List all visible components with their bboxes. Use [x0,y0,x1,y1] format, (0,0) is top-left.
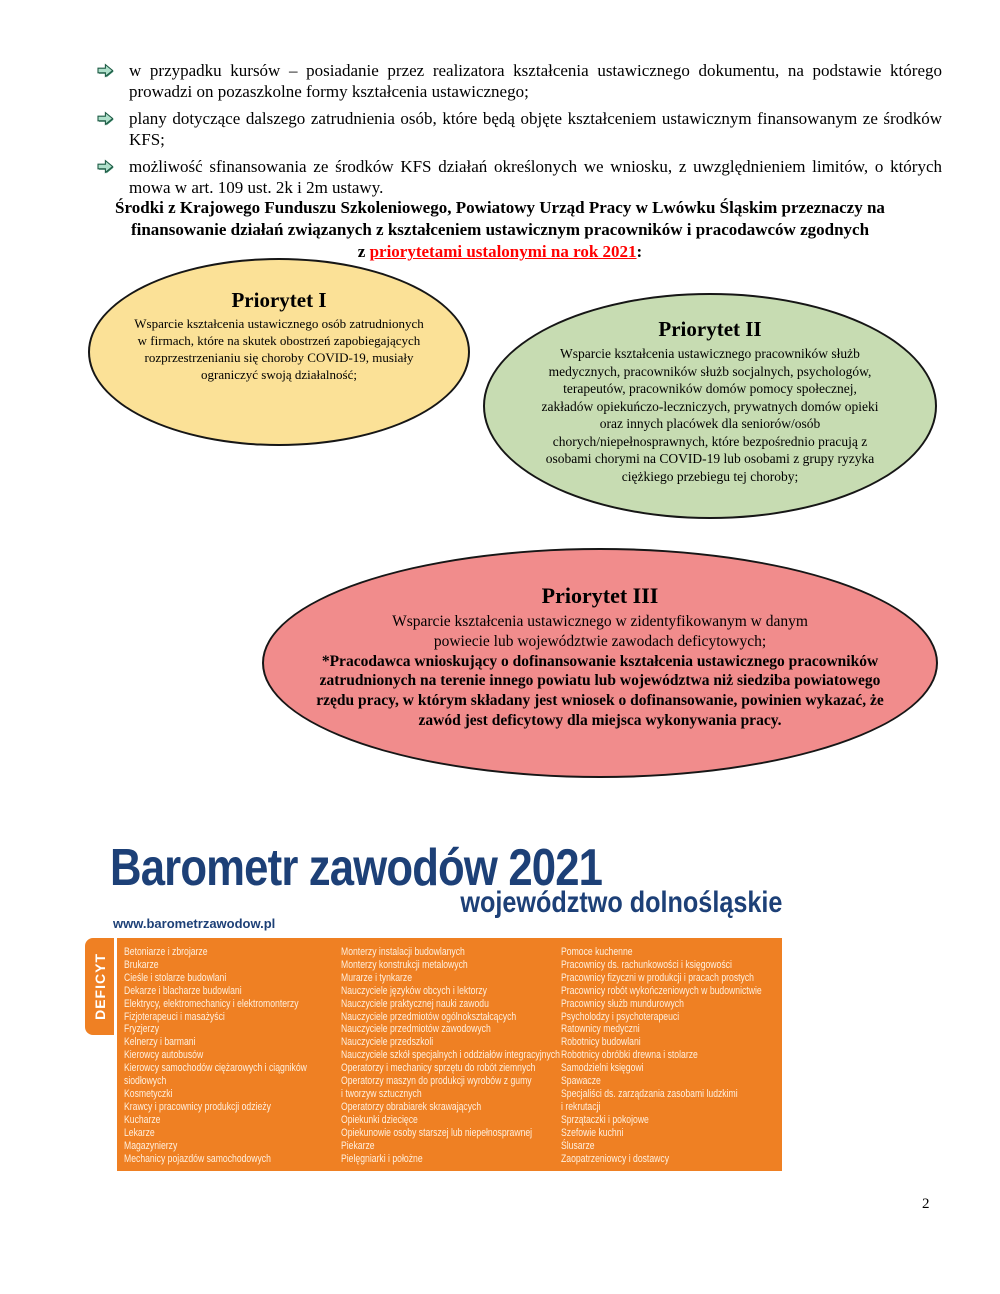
barometer-url: www.barometrzawodow.pl [113,916,276,931]
bullet-item [96,108,942,151]
deficit-table [85,938,782,1171]
occupation-line: Kierowcy samochodów ciężarowych i ciągników [124,1062,307,1075]
occupation-line: Ślusarze [561,1139,595,1152]
occupation-line: siodłowych [124,1075,167,1088]
green-arrow-icon [96,108,116,151]
deficit-category-label: DEFICYT [91,953,108,1020]
occupation-line: Ratownicy medyczni [561,1023,640,1036]
occupation-line: i tworzyw sztucznych [341,1087,422,1100]
deficit-column-1 [124,946,307,1165]
page-number: 2 [922,1196,930,1212]
occupation-line: Psycholodzy i psychoterapeuci [561,1010,680,1023]
priority-3-text: Wsparcie kształcenia ustawicznego w zidentyfikowanym w danym powiecie lub województwie zawodach deficytowych; [392,613,808,650]
bullet-item [96,60,942,103]
priorities-2021-link[interactable]: priorytetami ustalonymi na rok 2021 [369,242,637,262]
occupation-line: Opiekunowie osoby starszej lub niepełnosprawnej [341,1126,533,1139]
occupation-line: Betoniarze i zbrojarze [124,946,208,958]
priority-3-bold-note: *Pracodawca wnioskujący o dofinansowanie kształcenia ustawicznego pracowników zatrudnionych na terenie innego powiatu lub województwa niż siedziba powiatowego rzędu pracy, w którym składany jest wniosek o dofinansowanie, powinien wykazać, że zawód jest deficytowy dla miejsca wykonywania pracy. [316,652,884,730]
occupation-line: Operatorzy obrabiarek skrawających [341,1100,482,1113]
occupation-line: Magazynierzy [124,1139,178,1152]
occupation-line: Zaopatrzeniowcy i dostawcy [561,1152,670,1165]
occupation-line: Monterzy konstrukcji metalowych [341,958,468,971]
occupation-line: Opiekunki dziecięce [341,1113,418,1126]
occupation-line: Fryzjerzy [124,1023,160,1036]
intro-line: finansowanie działań związanych z kształceniem ustawicznym pracowników i pracodawców zgodnych [130,220,870,240]
occupation-line: Mechanicy pojazdów samochodowych [124,1152,271,1165]
priority-1-text: Wsparcie kształcenia ustawicznego osób zatrudnionych w firmach, które na skutek obostrzeń zapobiegających rozprzestrzenianiu się choroby COVID-19, musiały ograniczyć swoją działalność; [134,316,424,382]
bullet-text: w przypadku kursów – posiadanie przez realizatora kształcenia ustawicznego dokumentu, na podstawie którego prowadzi on pozaszkolne formy kształcenia ustawicznego; [129,61,942,102]
occupation-line: Cieśle i stolarze budowlani [124,971,227,984]
intro-line-prefix: z [357,242,370,262]
occupation-line: Pomoce kuchenne [561,946,633,958]
occupation-line: Nauczyciele przedszkoli [341,1036,434,1049]
occupation-line: Murarze i tynkarze [341,971,413,984]
occupation-line: Piekarze [341,1139,375,1152]
occupation-line: Pracownicy ds. rachunkowości i księgowości [561,958,732,971]
occupation-line: Brukarze [124,958,159,971]
occupation-line: Nauczyciele szkół specjalnych i oddziałów integracyjnych [341,1049,560,1062]
occupation-line: Elektrycy, elektromechanicy i elektromonterzy [124,997,299,1010]
occupation-line: Nauczyciele języków obcych i lektorzy [341,984,487,997]
priority-3-title: Priorytet III [541,583,659,608]
intro-line [70,241,930,263]
priority-1-title: Priorytet I [231,288,327,312]
priority-1-ellipse [88,258,470,446]
intro-line: Środki z Krajowego Funduszu Szkoleniowego, Powiatowy Urząd Pracy w Lwówku Śląskim przeznaczy na [115,198,885,217]
occupation-line: Pracownicy służb mundurowych [561,997,684,1010]
occupation-line: Operatorzy maszyn do produkcji wyrobów z gumy [341,1075,532,1088]
priority-2-text: Wsparcie kształcenia ustawicznego pracowników służb medycznych, pracowników służb socjalnych, psychologów, terapeutów, pracowników domów pomocy społecznej, zakładów opiekuńczo-leczniczych, prywatnych domów opieki oraz innych placówek dla seniorów/osób chorych/niepełnosprawnych, które bezpośrednio pracują z osobami chorymi na COVID-19 lub osobami z grupy ryzyka ciężkiego przebiegu tej choroby; [541,346,879,484]
occupation-line: Samodzielni księgowi [561,1062,644,1075]
bullet-text: możliwość sfinansowania ze środków KFS działań określonych we wniosku, z uwzględnieniem limitów, o których mowa w art. 109 ust. 2k i 2m ustawy. [129,156,942,198]
occupation-line: Kucharze [124,1113,161,1126]
occupation-line: Pracownicy fizyczni w produkcji i pracach prostych [561,971,754,984]
intro-paragraph [70,197,930,263]
occupation-line: Robotnicy obróbki drewna i stolarze [561,1049,698,1062]
occupation-line: Szefowie kuchni [561,1126,624,1139]
deficit-column-3 [561,946,762,1165]
occupation-line: Kosmetyczki [124,1087,173,1100]
occupation-line: Nauczyciele praktycznej nauki zawodu [341,997,489,1010]
green-arrow-icon [96,156,116,199]
occupation-line: Monterzy instalacji budowlanych [341,946,465,958]
occupation-line: Pielęgniarki i położne [341,1152,423,1165]
occupation-line: Lekarze [124,1126,155,1139]
occupation-line: Pracownicy robót wykończeniowych w budownictwie [561,984,762,997]
occupation-line: Kierowcy autobusów [124,1049,204,1062]
priority-3-ellipse [262,548,938,778]
deficit-table-body [117,938,782,1171]
bullet-list [96,60,942,203]
occupation-line: Kelnerzy i barmani [124,1036,196,1049]
intro-line-suffix: : [636,242,643,262]
occupation-line: i rekrutacji [561,1100,601,1113]
barometer-title: Barometr zawodów 2021 [110,839,603,897]
occupation-line: Robotnicy budowlani [561,1036,641,1049]
occupation-line: Sprzątaczki i pokojowe [561,1113,649,1126]
deficit-column-2 [341,946,560,1165]
occupation-line: Specjaliści ds. zarządzania zasobami ludzkimi [561,1087,738,1100]
bullet-text: plany dotyczące dalszego zatrudnienia osób, które będą objęte kształceniem ustawicznym finansowanym ze środków KFS; [129,108,942,150]
occupation-line: Nauczyciele przedmiotów ogólnokształcących [341,1010,517,1023]
barometer-subtitle: województwo dolnośląskie [459,886,782,919]
occupation-line: Fizjoterapeuci i masażyści [124,1010,225,1023]
occupation-line: Krawcy i pracownicy produkcji odzieży [124,1100,271,1113]
priority-2-title: Priorytet II [658,317,762,341]
occupation-line: Spawacze [561,1075,601,1088]
green-arrow-icon [96,60,116,103]
priority-2-ellipse [483,293,937,519]
occupation-line: Nauczyciele przedmiotów zawodowych [341,1023,491,1036]
occupation-line: Dekarze i blacharze budowlani [124,984,242,997]
bullet-item [96,156,942,199]
deficit-category-tab [85,938,114,1035]
occupation-line: Operatorzy i mechanicy sprzętu do robót ziemnych [341,1062,536,1075]
